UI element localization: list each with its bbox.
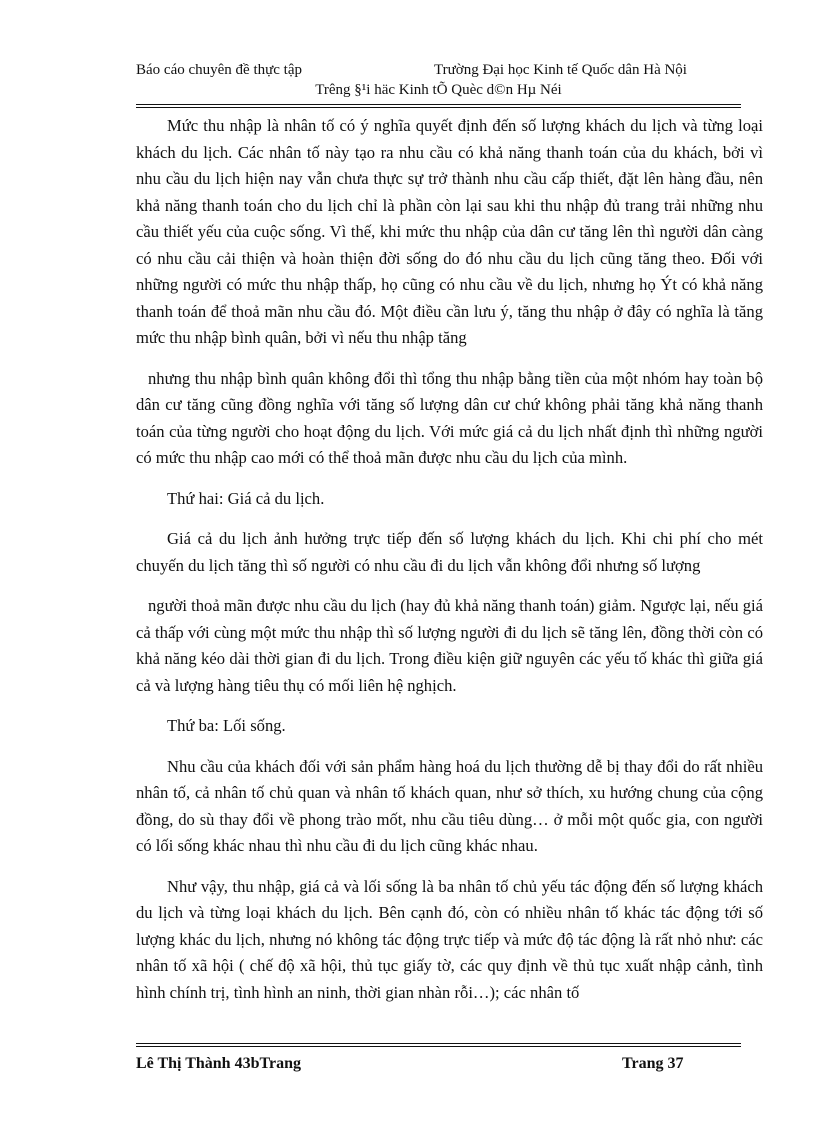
footer-divider bbox=[136, 1043, 741, 1047]
header-university: Trường Đại học Kinh tế Quốc dân Hà Nội bbox=[434, 62, 687, 78]
main-text bbox=[136, 113, 763, 1006]
header-divider bbox=[136, 104, 741, 108]
header-garbled-line: Trêng §¹i häc Kinh tÕ Quèc d©n Hµ Néi bbox=[315, 82, 562, 98]
paragraph-summary: Như vậy, thu nhập, giá cả và lối sống là ba nhân tố chủ yếu tác động đến số lượng khách du lịch và từng loại khách du lịch. Bên cạnh đó, còn có nhiều nhân tố khác tác động tới số lượng khác du lịch, nhưng nó không tác động trực tiếp và mức độ tác động là rất nhỏ như: các nhân tố xã hội ( chế độ xã hội, thủ tục giấy tờ, các quy định về thủ tục xuất nhập cảnh, tình hình chính trị, tình hình an ninh, thời gian nhàn rỗi…); các nhân tố bbox=[136, 876, 763, 1002]
paragraph-price: Giá cả du lịch ảnh hưởng trực tiếp đến số lượng khách du lịch. Khi chi phí cho mét chuyến du lịch tăng thì số người có nhu cầu đi du lịch vẫn không đổi nhưng số lượng bbox=[136, 529, 763, 575]
heading-lifestyle: Thứ ba: Lối sống. bbox=[167, 716, 286, 735]
paragraph-income: Mức thu nhập là nhân tố có ý nghĩa quyết định đến số lượng khách du lịch và từng loại khách du lịch. Các nhân tố này tạo ra nhu cầu có khả năng thanh toán của du khách, bởi vì nhu cầu du lịch hiện nay vẫn chưa thực sự trở thành nhu cầu cấp thiết, đặt lên hàng đầu, nên khả năng thanh toán cho du lịch chỉ là phần còn lại sau khi thu nhập đủ trang trải những nhu cầu thiết yếu của cuộc sống. Vì thế, khi mức thu nhập của dân cư tăng lên thì người dân càng có nhu cầu cải thiện và hoàn thiện đời sống do đó nhu cầu du lịch cũng tăng theo. Đối với những người có mức thu nhập thấp, họ cũng có nhu cầu về du lịch, nhưng họ Ýt có khả năng thanh toán để thoả mãn nhu cầu đó. Một điều cần lưu ý, tăng thu nhập ở đây có nghĩa là tăng mức thu nhập bình quân, bởi vì nếu thu nhập tăng bbox=[136, 116, 763, 347]
running-header bbox=[136, 62, 741, 82]
header-report-title: Báo cáo chuyên đề thực tập bbox=[136, 62, 302, 78]
heading-price: Thứ hai: Giá cả du lịch. bbox=[167, 488, 325, 508]
footer-author: Lê Thị Thành 43bTrang bbox=[136, 1055, 301, 1072]
footer-page-number: Trang 37 bbox=[622, 1055, 684, 1072]
paragraph-income-continued: nhưng thu nhập bình quân không đổi thì tổng thu nhập bằng tiền của một nhóm hay toàn bộ dân cư tăng cũng đồng nghĩa với tăng số lượng dân cư chứ không phải tăng khả năng thanh toán của từng người cho hoạt động du lịch. Với mức giá cả du lịch nhất định thì những người có mức thu nhập cao mới có thể thoả mãn được nhu cầu du lịch của mình. bbox=[136, 368, 763, 467]
paragraph-price-continued: người thoả mãn được nhu cầu du lịch (hay đủ khả năng thanh toán) giảm. Ngược lại, nếu giá cả thấp với cùng một mức thu nhập thì số lượng người đi du lịch sẽ tăng lên, đồng thời còn có khả năng kéo dài thời gian đi du lịch. Trong điều kiện giữ nguyên các yếu tố khác thì giữa giá cả và lượng hàng tiêu thụ có mối liên hệ nghịch. bbox=[136, 596, 763, 695]
paragraph-lifestyle: Nhu cầu của khách đối với sản phẩm hàng hoá du lịch thường dễ bị thay đổi do rất nhiều nhân tố, cả nhân tố chủ quan và nhân tố khách quan, như sở thích, xu hướng chung của cộng đồng, do sù thay đổi về phong trào mốt, nhu cầu tiêu dùng… ở mỗi một quốc gia, con người có lối sống khác nhau thì nhu cầu đi du lịch cũng khác nhau. bbox=[136, 756, 763, 855]
